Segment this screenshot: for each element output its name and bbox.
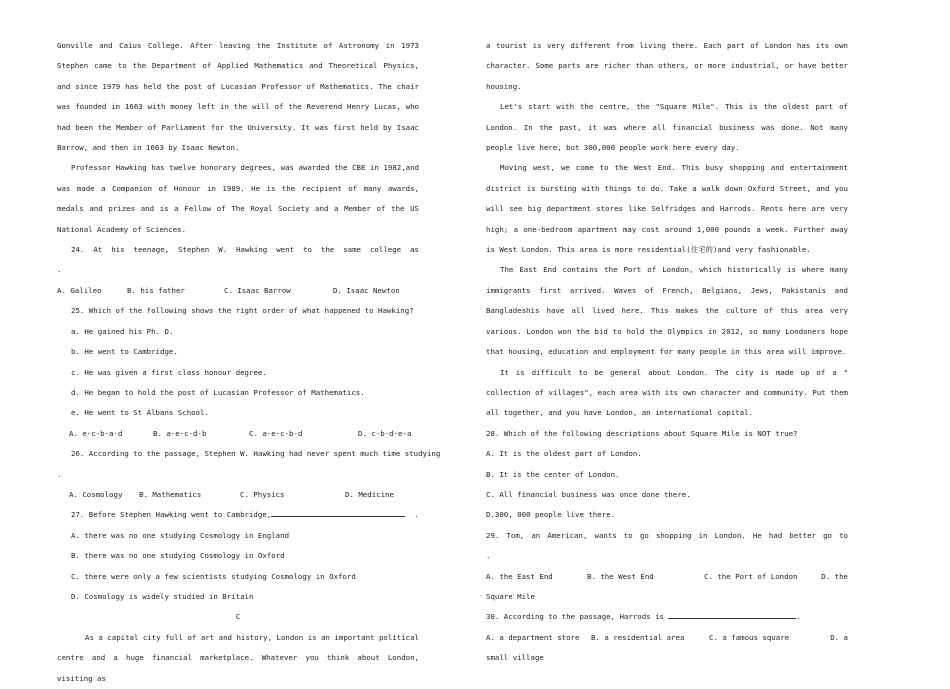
passage-c-paragraph: As a capital city full of art and history, London is an important political centre and a huge financial marketplace. Whatever you think about London, visiting as	[57, 632, 419, 683]
question-29: 29. Tom, an American, wants to go shopping in London. He had better go to	[486, 530, 848, 540]
question-30-options	[486, 628, 848, 648]
question-30-end: .	[796, 612, 801, 622]
option-a: A. a department store	[486, 632, 580, 642]
option-c: C. Isaac Barrow	[224, 285, 291, 295]
option-c: C. the Port of London	[704, 571, 798, 581]
question-30-option-continued: small village	[486, 653, 544, 663]
option-c: C. a-e-c-b-d	[249, 428, 303, 438]
question-27-option: A. there was no one studying Cosmology in England	[71, 530, 290, 540]
passage-b-paragraph: Gonville and Caius College. After leaving the Institute of Astronomy in 1973 Stephen came to the Department of Applied Mathematics and Theoretical Physics, and since 1979 has held the post of Lucasian Professor of Mathematics. The chair was founded in 1663 with money left in the will of the Reverend Henry Lucas, who had been the Member of Parliament for the University. It was first held by Isaac Barrow, and then in 1663 by Isaac Newton.	[57, 41, 419, 153]
option-a: A. e-c-b-a-d	[69, 428, 123, 438]
question-24-options	[57, 281, 419, 301]
question-25-item: b. He went to Cambridge.	[71, 347, 178, 357]
question-24: 24. At his teenage, Stephen W. Hawking went to the same college as	[71, 245, 419, 255]
question-29-option-continued: Square Mile	[486, 591, 535, 601]
option-b: B. Mathematics	[139, 489, 202, 499]
question-26-options	[57, 485, 419, 505]
question-27-option: D. Cosmology is widely studied in Britain	[71, 591, 254, 601]
option-c: C. a famous square	[709, 632, 790, 642]
answer-blank	[271, 507, 405, 517]
question-28-option: A. It is the oldest part of London.	[486, 449, 642, 459]
option-b: B. a-e-c-d-b	[153, 428, 207, 438]
question-25-item: a. He gained his Ph. D.	[71, 326, 174, 336]
right-column	[486, 36, 848, 669]
question-27-option: C. there were only a few scientists studying Cosmology in Oxford	[71, 571, 356, 581]
question-28: 28. Which of the following descriptions about Square Mile is NOT true?	[486, 428, 798, 438]
option-c: C. Physics	[240, 489, 285, 499]
question-27-stem: 27. Before Stephen Hawking went to Cambridge,	[71, 510, 272, 520]
passage-b-paragraph: Professor Hawking has twelve honorary degrees, was awarded the CBE in 1982,and was made a Companion of Honour in 1989. He is the recipient of many awards, medals and prizes and is a Fellow of The Royal Society and a Member of the US National Academy of Sciences.	[57, 163, 419, 234]
question-25-options	[57, 424, 419, 444]
question-29-options	[486, 567, 848, 587]
question-25-item: d. He began to hold the post of Lucasian Professor of Mathematics.	[71, 387, 365, 397]
passage-c-paragraph: The East End contains the Port of London, which historically is where many immigrants first arrived. Waves of French, Belgians, Jews, Pakistanis and Bangladeshis have all lived here. This makes the culture of this area very various. London won the bid to hold the Olympics in 2012, so many Londoners hope that housing, education and employment for many people in this area will improve.	[486, 265, 848, 357]
question-26: 26. According to the passage, Stephen W. Hawking had never spent much time studying	[71, 449, 441, 459]
question-25-item: e. He went to St Albans School.	[71, 408, 209, 418]
option-b: B. the West End	[587, 571, 654, 581]
question-29-blank: .	[486, 551, 491, 561]
option-b: B. a residential area	[591, 632, 685, 642]
option-a: A. Cosmology	[69, 489, 123, 499]
option-d: D. a	[830, 632, 848, 642]
left-column	[57, 36, 441, 689]
question-28-option: B. It is the center of London.	[486, 469, 620, 479]
question-25-item: c. He was given a first class honour degree.	[71, 367, 267, 377]
option-a: A. Galileo	[57, 285, 102, 295]
question-28-option: C. All financial business was once done there.	[486, 489, 691, 499]
option-b: B. his father	[127, 285, 185, 295]
passage-c-paragraph: It is difficult to be general about London. The city is made up of a " collection of villages", each area with its own character and community. Put them all together, and you have London, an international capital.	[486, 367, 848, 418]
question-28-option: D.300, 000 people live there.	[486, 510, 616, 520]
answer-blank	[668, 609, 796, 619]
question-26-blank: .	[57, 469, 62, 479]
section-heading: C	[235, 612, 241, 622]
question-24-blank: .	[57, 265, 62, 275]
option-d: D. c-b-d-e-a	[358, 428, 412, 438]
option-d: D. the	[821, 571, 848, 581]
question-30	[486, 607, 848, 627]
passage-c-paragraph: Let's start with the centre, the "Square Mile". This is the oldest part of London. In the past, it was where all financial business was done. Not many people live here, but 300,000 people work here every day.	[486, 102, 848, 153]
question-30-stem: 30. According to the passage, Harrods is	[486, 612, 664, 622]
question-27-end: .	[414, 510, 419, 520]
passage-c-paragraph: a tourist is very different from living there. Each part of London has its own character. Some parts are richer than others, or more industrial, or have better housing.	[486, 41, 848, 91]
option-a: A. the East End	[486, 571, 553, 581]
question-25: 25. Which of the following shows the right order of what happened to Hawking?	[71, 306, 414, 316]
passage-c-paragraph: Moving west, we come to the West End. This busy shopping and entertainment district is bursting with things to do. Take a walk down Oxford Street, and you will see big department stores like Selfridges and Harrods. Rents here are very high; a one-bedroom apartment may cost around 1,000 pounds a week. Further away is West London. This area is more residential(住宅的)and very fashionable.	[486, 163, 848, 255]
option-d: D. Isaac Newton	[333, 285, 400, 295]
question-27	[57, 505, 419, 525]
question-27-option: B. there was no one studying Cosmology in Oxford	[71, 551, 285, 561]
option-d: D. Medicine	[345, 489, 394, 499]
